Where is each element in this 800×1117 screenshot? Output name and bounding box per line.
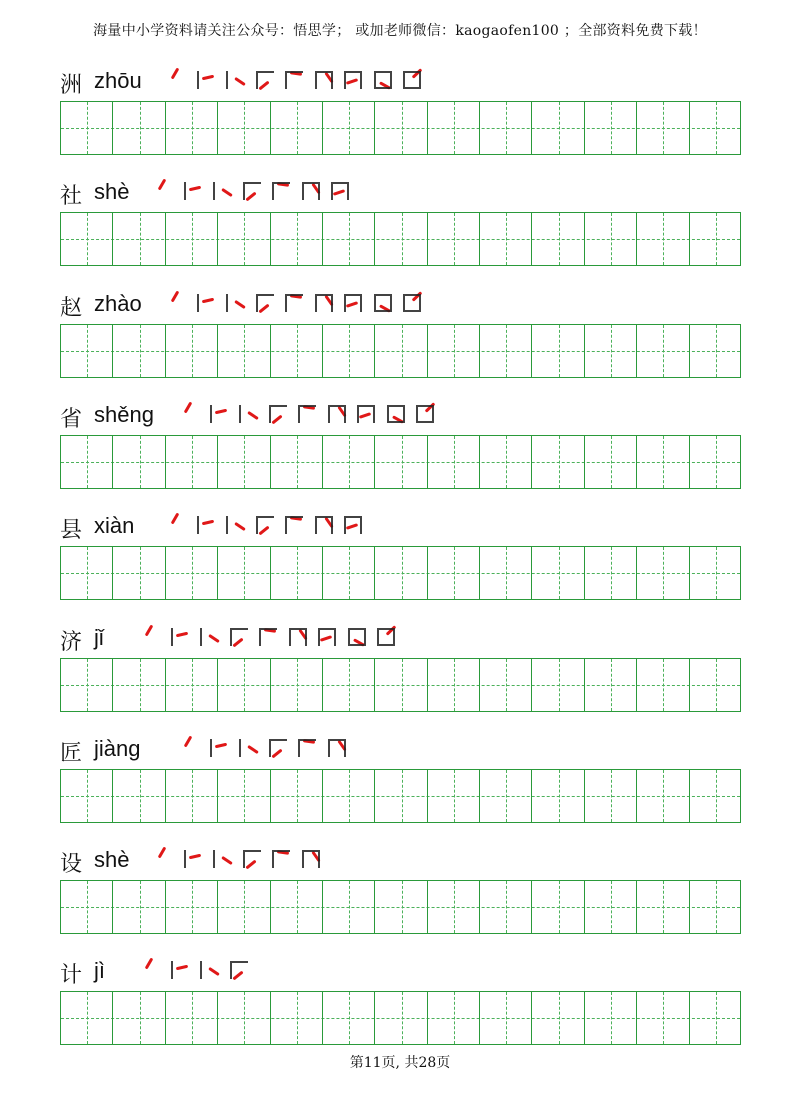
grid-vertical-guide [140, 436, 141, 488]
grid-vertical-guide [87, 659, 88, 711]
grid-vertical-guide [611, 770, 612, 822]
character-section [60, 621, 741, 657]
character-section [60, 398, 741, 434]
partial-glyph-icon [315, 516, 333, 534]
grid-vertical-guide [454, 770, 455, 822]
partial-glyph-icon [377, 628, 395, 646]
partial-glyph-icon [210, 739, 228, 757]
grid-vertical-guide [192, 659, 193, 711]
stroke-step-icon [267, 845, 295, 873]
stroke-step-icon [293, 400, 321, 428]
character-pinyin: jì [94, 958, 105, 984]
stroke-step-icon [175, 400, 203, 428]
grid-vertical-guide [716, 881, 717, 933]
grid-vertical-guide [244, 436, 245, 488]
grid-vertical-guide [297, 881, 298, 933]
grid-vertical-guide [192, 547, 193, 599]
grid-vertical-guide [87, 102, 88, 154]
partial-glyph-icon [272, 850, 290, 868]
writing-grid [60, 769, 741, 823]
grid-vertical-guide [192, 325, 193, 377]
partial-glyph-icon [344, 294, 362, 312]
character-hanzi: 匠 [60, 740, 83, 766]
partial-glyph-icon [331, 182, 349, 200]
stroke-step-icon [251, 511, 279, 539]
grid-vertical-guide [716, 436, 717, 488]
partial-glyph-icon [403, 71, 421, 89]
stroke-step-icon [398, 289, 426, 317]
grid-vertical-guide [297, 547, 298, 599]
stroke-step-icon [175, 734, 203, 762]
grid-vertical-guide [349, 659, 350, 711]
stroke-step-icon [310, 289, 338, 317]
partial-glyph-icon [213, 850, 231, 868]
partial-glyph-icon [256, 71, 274, 89]
grid-vertical-guide [454, 213, 455, 265]
grid-vertical-guide [716, 102, 717, 154]
grid-vertical-guide [244, 992, 245, 1044]
partial-glyph-icon [344, 71, 362, 89]
character-label-row [60, 64, 741, 100]
partial-glyph-icon [239, 405, 257, 423]
grid-vertical-guide [611, 881, 612, 933]
character-label-row [60, 621, 741, 657]
character-hanzi: 计 [60, 963, 83, 989]
stroke-step-icon [221, 511, 249, 539]
stroke-step-icon [343, 623, 371, 651]
partial-glyph-icon [269, 739, 287, 757]
character-pinyin: xiàn [94, 513, 135, 539]
writing-grid [60, 880, 741, 934]
grid-vertical-guide [559, 436, 560, 488]
stroke-step-icon [192, 66, 220, 94]
grid-vertical-guide [192, 770, 193, 822]
partial-glyph-icon [243, 850, 261, 868]
stroke-step-icon [264, 400, 292, 428]
grid-vertical-guide [87, 436, 88, 488]
grid-vertical-guide [244, 881, 245, 933]
grid-vertical-guide [402, 881, 403, 933]
stroke-step-icon [208, 177, 236, 205]
stroke-step-icon [254, 623, 282, 651]
grid-vertical-guide [87, 213, 88, 265]
stroke-step-icon [162, 289, 190, 317]
grid-vertical-guide [297, 659, 298, 711]
partial-glyph-icon [403, 294, 421, 312]
character-pinyin: jiàng [94, 735, 141, 761]
grid-vertical-guide [663, 659, 664, 711]
partial-glyph-icon [315, 71, 333, 89]
grid-vertical-guide [244, 547, 245, 599]
character-pinyin: zhōu [94, 68, 142, 93]
stroke-step-icon [179, 845, 207, 873]
stroke-step-icon [284, 623, 312, 651]
partial-glyph-icon [184, 850, 202, 868]
stroke-step-icon [251, 66, 279, 94]
grid-vertical-guide [87, 770, 88, 822]
grid-vertical-guide [611, 102, 612, 154]
partial-glyph-icon [289, 628, 307, 646]
stroke-step-icon [179, 177, 207, 205]
partial-glyph-icon [374, 294, 392, 312]
stroke-step-icon [323, 400, 351, 428]
stroke-step-icon [382, 400, 410, 428]
stroke-step-icon [166, 623, 194, 651]
grid-vertical-guide [454, 547, 455, 599]
partial-glyph-icon [256, 516, 274, 534]
grid-vertical-guide [297, 213, 298, 265]
character-label-row [60, 954, 741, 990]
character-section [60, 287, 741, 323]
partial-glyph-icon [302, 850, 320, 868]
partial-glyph-icon [272, 182, 290, 200]
grid-vertical-guide [140, 992, 141, 1044]
grid-vertical-guide [140, 881, 141, 933]
character-label-row [60, 398, 741, 434]
grid-vertical-guide [716, 325, 717, 377]
partial-glyph-icon [171, 961, 189, 979]
stroke-step-icon [192, 511, 220, 539]
partial-glyph-icon [318, 628, 336, 646]
grid-vertical-guide [140, 325, 141, 377]
new-stroke-mark [171, 68, 180, 80]
grid-vertical-guide [349, 213, 350, 265]
grid-vertical-guide [192, 881, 193, 933]
partial-glyph-icon [171, 628, 189, 646]
partial-glyph-icon [374, 71, 392, 89]
stroke-step-icon [323, 734, 351, 762]
partial-glyph-icon [210, 405, 228, 423]
stroke-step-icon [149, 177, 177, 205]
character-pinyin: jǐ [94, 624, 104, 650]
character-section [60, 509, 741, 545]
grid-vertical-guide [454, 436, 455, 488]
stroke-step-icon [264, 734, 292, 762]
partial-glyph-icon [344, 516, 362, 534]
grid-vertical-guide [140, 547, 141, 599]
grid-vertical-guide [349, 992, 350, 1044]
partial-glyph-icon [200, 628, 218, 646]
grid-vertical-guide [297, 992, 298, 1044]
partial-glyph-icon [416, 405, 434, 423]
partial-glyph-icon [328, 739, 346, 757]
grid-vertical-guide [611, 325, 612, 377]
partial-glyph-icon [230, 628, 248, 646]
new-stroke-mark [171, 290, 180, 302]
grid-vertical-guide [192, 213, 193, 265]
partial-glyph-icon [328, 405, 346, 423]
grid-vertical-guide [559, 659, 560, 711]
grid-vertical-guide [87, 547, 88, 599]
grid-vertical-guide [559, 102, 560, 154]
stroke-step-icon [411, 400, 439, 428]
grid-vertical-guide [611, 213, 612, 265]
grid-vertical-guide [663, 881, 664, 933]
character-hanzi: 济 [60, 629, 83, 655]
character-section [60, 64, 741, 100]
character-pinyin: shè [94, 847, 130, 873]
stroke-step-icon [297, 177, 325, 205]
stroke-step-icon [205, 400, 233, 428]
stroke-step-icon [234, 734, 262, 762]
grid-vertical-guide [402, 770, 403, 822]
stroke-step-icon [369, 289, 397, 317]
writing-grid [60, 658, 741, 712]
character-hanzi: 设 [60, 852, 83, 878]
writing-grid [60, 101, 741, 155]
grid-vertical-guide [454, 881, 455, 933]
page-footer: 第11页, 共28页 [349, 1055, 451, 1071]
partial-glyph-icon [285, 294, 303, 312]
stroke-step-icon [267, 177, 295, 205]
partial-glyph-icon [197, 516, 215, 534]
grid-vertical-guide [559, 992, 560, 1044]
grid-vertical-guide [454, 325, 455, 377]
grid-vertical-guide [716, 770, 717, 822]
character-label-row [60, 287, 741, 323]
character-hanzi: 社 [60, 184, 83, 210]
stroke-step-icon [313, 623, 341, 651]
character-pinyin: shè [94, 179, 130, 205]
partial-glyph-icon [348, 628, 366, 646]
grid-vertical-guide [402, 547, 403, 599]
grid-vertical-guide [611, 436, 612, 488]
stroke-step-icon [149, 845, 177, 873]
stroke-step-icon [238, 177, 266, 205]
stroke-step-icon [136, 623, 164, 651]
grid-vertical-guide [192, 102, 193, 154]
stroke-step-icon [297, 845, 325, 873]
grid-vertical-guide [559, 881, 560, 933]
stroke-step-icon [162, 511, 190, 539]
grid-vertical-guide [402, 659, 403, 711]
grid-vertical-guide [349, 436, 350, 488]
partial-glyph-icon [256, 294, 274, 312]
partial-glyph-icon [357, 405, 375, 423]
writing-grid [60, 991, 741, 1045]
partial-glyph-icon [197, 71, 215, 89]
grid-vertical-guide [297, 102, 298, 154]
partial-glyph-icon [302, 182, 320, 200]
character-label-row [60, 175, 741, 211]
stroke-step-icon [339, 289, 367, 317]
stroke-step-icon [208, 845, 236, 873]
grid-vertical-guide [244, 213, 245, 265]
stroke-step-icon [310, 66, 338, 94]
new-stroke-mark [158, 179, 167, 191]
grid-vertical-guide [716, 992, 717, 1044]
grid-vertical-guide [559, 325, 560, 377]
grid-vertical-guide [716, 547, 717, 599]
stroke-step-icon [369, 66, 397, 94]
stroke-step-icon [166, 956, 194, 984]
stroke-step-icon [398, 66, 426, 94]
stroke-step-icon [205, 734, 233, 762]
grid-vertical-guide [297, 325, 298, 377]
grid-vertical-guide [349, 770, 350, 822]
new-stroke-mark [184, 401, 193, 413]
grid-vertical-guide [140, 213, 141, 265]
partial-glyph-icon [230, 961, 248, 979]
grid-vertical-guide [402, 213, 403, 265]
stroke-step-icon [280, 289, 308, 317]
grid-vertical-guide [244, 102, 245, 154]
grid-vertical-guide [140, 770, 141, 822]
character-label-row [60, 509, 741, 545]
grid-vertical-guide [454, 992, 455, 1044]
partial-glyph-icon [269, 405, 287, 423]
grid-vertical-guide [559, 770, 560, 822]
partial-glyph-icon [184, 182, 202, 200]
stroke-step-icon [192, 289, 220, 317]
stroke-step-icon [238, 845, 266, 873]
grid-vertical-guide [506, 325, 507, 377]
character-section [60, 843, 741, 879]
page-header: 海量中小学资料请关注公众号：悟思学； 或加老师微信：kaogaofen100 ；全部资料免费下载！ [93, 23, 707, 39]
grid-vertical-guide [663, 992, 664, 1044]
character-label-row [60, 843, 741, 879]
grid-vertical-guide [349, 881, 350, 933]
character-label-row [60, 732, 741, 768]
character-section [60, 954, 741, 990]
stroke-step-icon [225, 623, 253, 651]
stroke-step-icon [221, 66, 249, 94]
partial-glyph-icon [200, 961, 218, 979]
new-stroke-mark [145, 958, 154, 970]
character-pinyin: zhào [94, 290, 142, 316]
grid-vertical-guide [716, 659, 717, 711]
grid-vertical-guide [140, 102, 141, 154]
stroke-step-icon [251, 289, 279, 317]
partial-glyph-icon [226, 71, 244, 89]
character-hanzi: 赵 [60, 295, 83, 321]
grid-vertical-guide [611, 659, 612, 711]
stroke-step-icon [280, 66, 308, 94]
grid-vertical-guide [454, 102, 455, 154]
grid-vertical-guide [140, 659, 141, 711]
partial-glyph-icon [315, 294, 333, 312]
grid-vertical-guide [559, 547, 560, 599]
partial-glyph-icon [239, 739, 257, 757]
grid-vertical-guide [297, 436, 298, 488]
grid-vertical-guide [506, 436, 507, 488]
grid-vertical-guide [349, 325, 350, 377]
character-hanzi: 县 [60, 518, 83, 544]
new-stroke-mark [184, 735, 193, 747]
grid-vertical-guide [244, 770, 245, 822]
grid-vertical-guide [349, 547, 350, 599]
partial-glyph-icon [259, 628, 277, 646]
grid-vertical-guide [506, 770, 507, 822]
grid-vertical-guide [663, 770, 664, 822]
character-section [60, 175, 741, 211]
stroke-step-icon [310, 511, 338, 539]
stroke-step-icon [280, 511, 308, 539]
stroke-step-icon [195, 956, 223, 984]
partial-glyph-icon [298, 405, 316, 423]
stroke-step-icon [352, 400, 380, 428]
grid-vertical-guide [611, 992, 612, 1044]
grid-vertical-guide [244, 325, 245, 377]
stroke-step-icon [136, 956, 164, 984]
partial-glyph-icon [285, 71, 303, 89]
character-hanzi: 省 [60, 406, 83, 432]
grid-vertical-guide [506, 659, 507, 711]
grid-vertical-guide [349, 102, 350, 154]
new-stroke-mark [158, 847, 167, 859]
partial-glyph-icon [213, 182, 231, 200]
character-pinyin: shěng [94, 401, 154, 427]
grid-vertical-guide [716, 213, 717, 265]
grid-vertical-guide [663, 213, 664, 265]
grid-vertical-guide [663, 102, 664, 154]
grid-vertical-guide [297, 770, 298, 822]
grid-vertical-guide [454, 659, 455, 711]
grid-vertical-guide [663, 436, 664, 488]
new-stroke-mark [145, 624, 154, 636]
grid-vertical-guide [506, 213, 507, 265]
stroke-step-icon [293, 734, 321, 762]
stroke-step-icon [339, 66, 367, 94]
writing-grid [60, 435, 741, 489]
stroke-step-icon [234, 400, 262, 428]
partial-glyph-icon [387, 405, 405, 423]
grid-vertical-guide [402, 992, 403, 1044]
grid-vertical-guide [559, 213, 560, 265]
grid-vertical-guide [87, 992, 88, 1044]
writing-grid [60, 324, 741, 378]
grid-vertical-guide [87, 325, 88, 377]
writing-grid [60, 212, 741, 266]
character-hanzi: 洲 [60, 73, 83, 98]
partial-glyph-icon [243, 182, 261, 200]
grid-vertical-guide [506, 992, 507, 1044]
stroke-step-icon [225, 956, 253, 984]
grid-vertical-guide [87, 881, 88, 933]
stroke-step-icon [162, 66, 190, 94]
grid-vertical-guide [506, 102, 507, 154]
character-section [60, 732, 741, 768]
grid-vertical-guide [244, 659, 245, 711]
new-stroke-mark [171, 513, 180, 525]
partial-glyph-icon [298, 739, 316, 757]
grid-vertical-guide [402, 436, 403, 488]
stroke-step-icon [339, 511, 367, 539]
grid-vertical-guide [506, 547, 507, 599]
partial-glyph-icon [226, 294, 244, 312]
grid-vertical-guide [192, 992, 193, 1044]
grid-vertical-guide [402, 102, 403, 154]
writing-grid [60, 546, 741, 600]
stroke-step-icon [372, 623, 400, 651]
grid-vertical-guide [611, 547, 612, 599]
grid-vertical-guide [402, 325, 403, 377]
stroke-step-icon [195, 623, 223, 651]
partial-glyph-icon [226, 516, 244, 534]
stroke-step-icon [221, 289, 249, 317]
grid-vertical-guide [506, 881, 507, 933]
stroke-step-icon [326, 177, 354, 205]
partial-glyph-icon [197, 294, 215, 312]
partial-glyph-icon [285, 516, 303, 534]
grid-vertical-guide [663, 547, 664, 599]
grid-vertical-guide [192, 436, 193, 488]
grid-vertical-guide [663, 325, 664, 377]
